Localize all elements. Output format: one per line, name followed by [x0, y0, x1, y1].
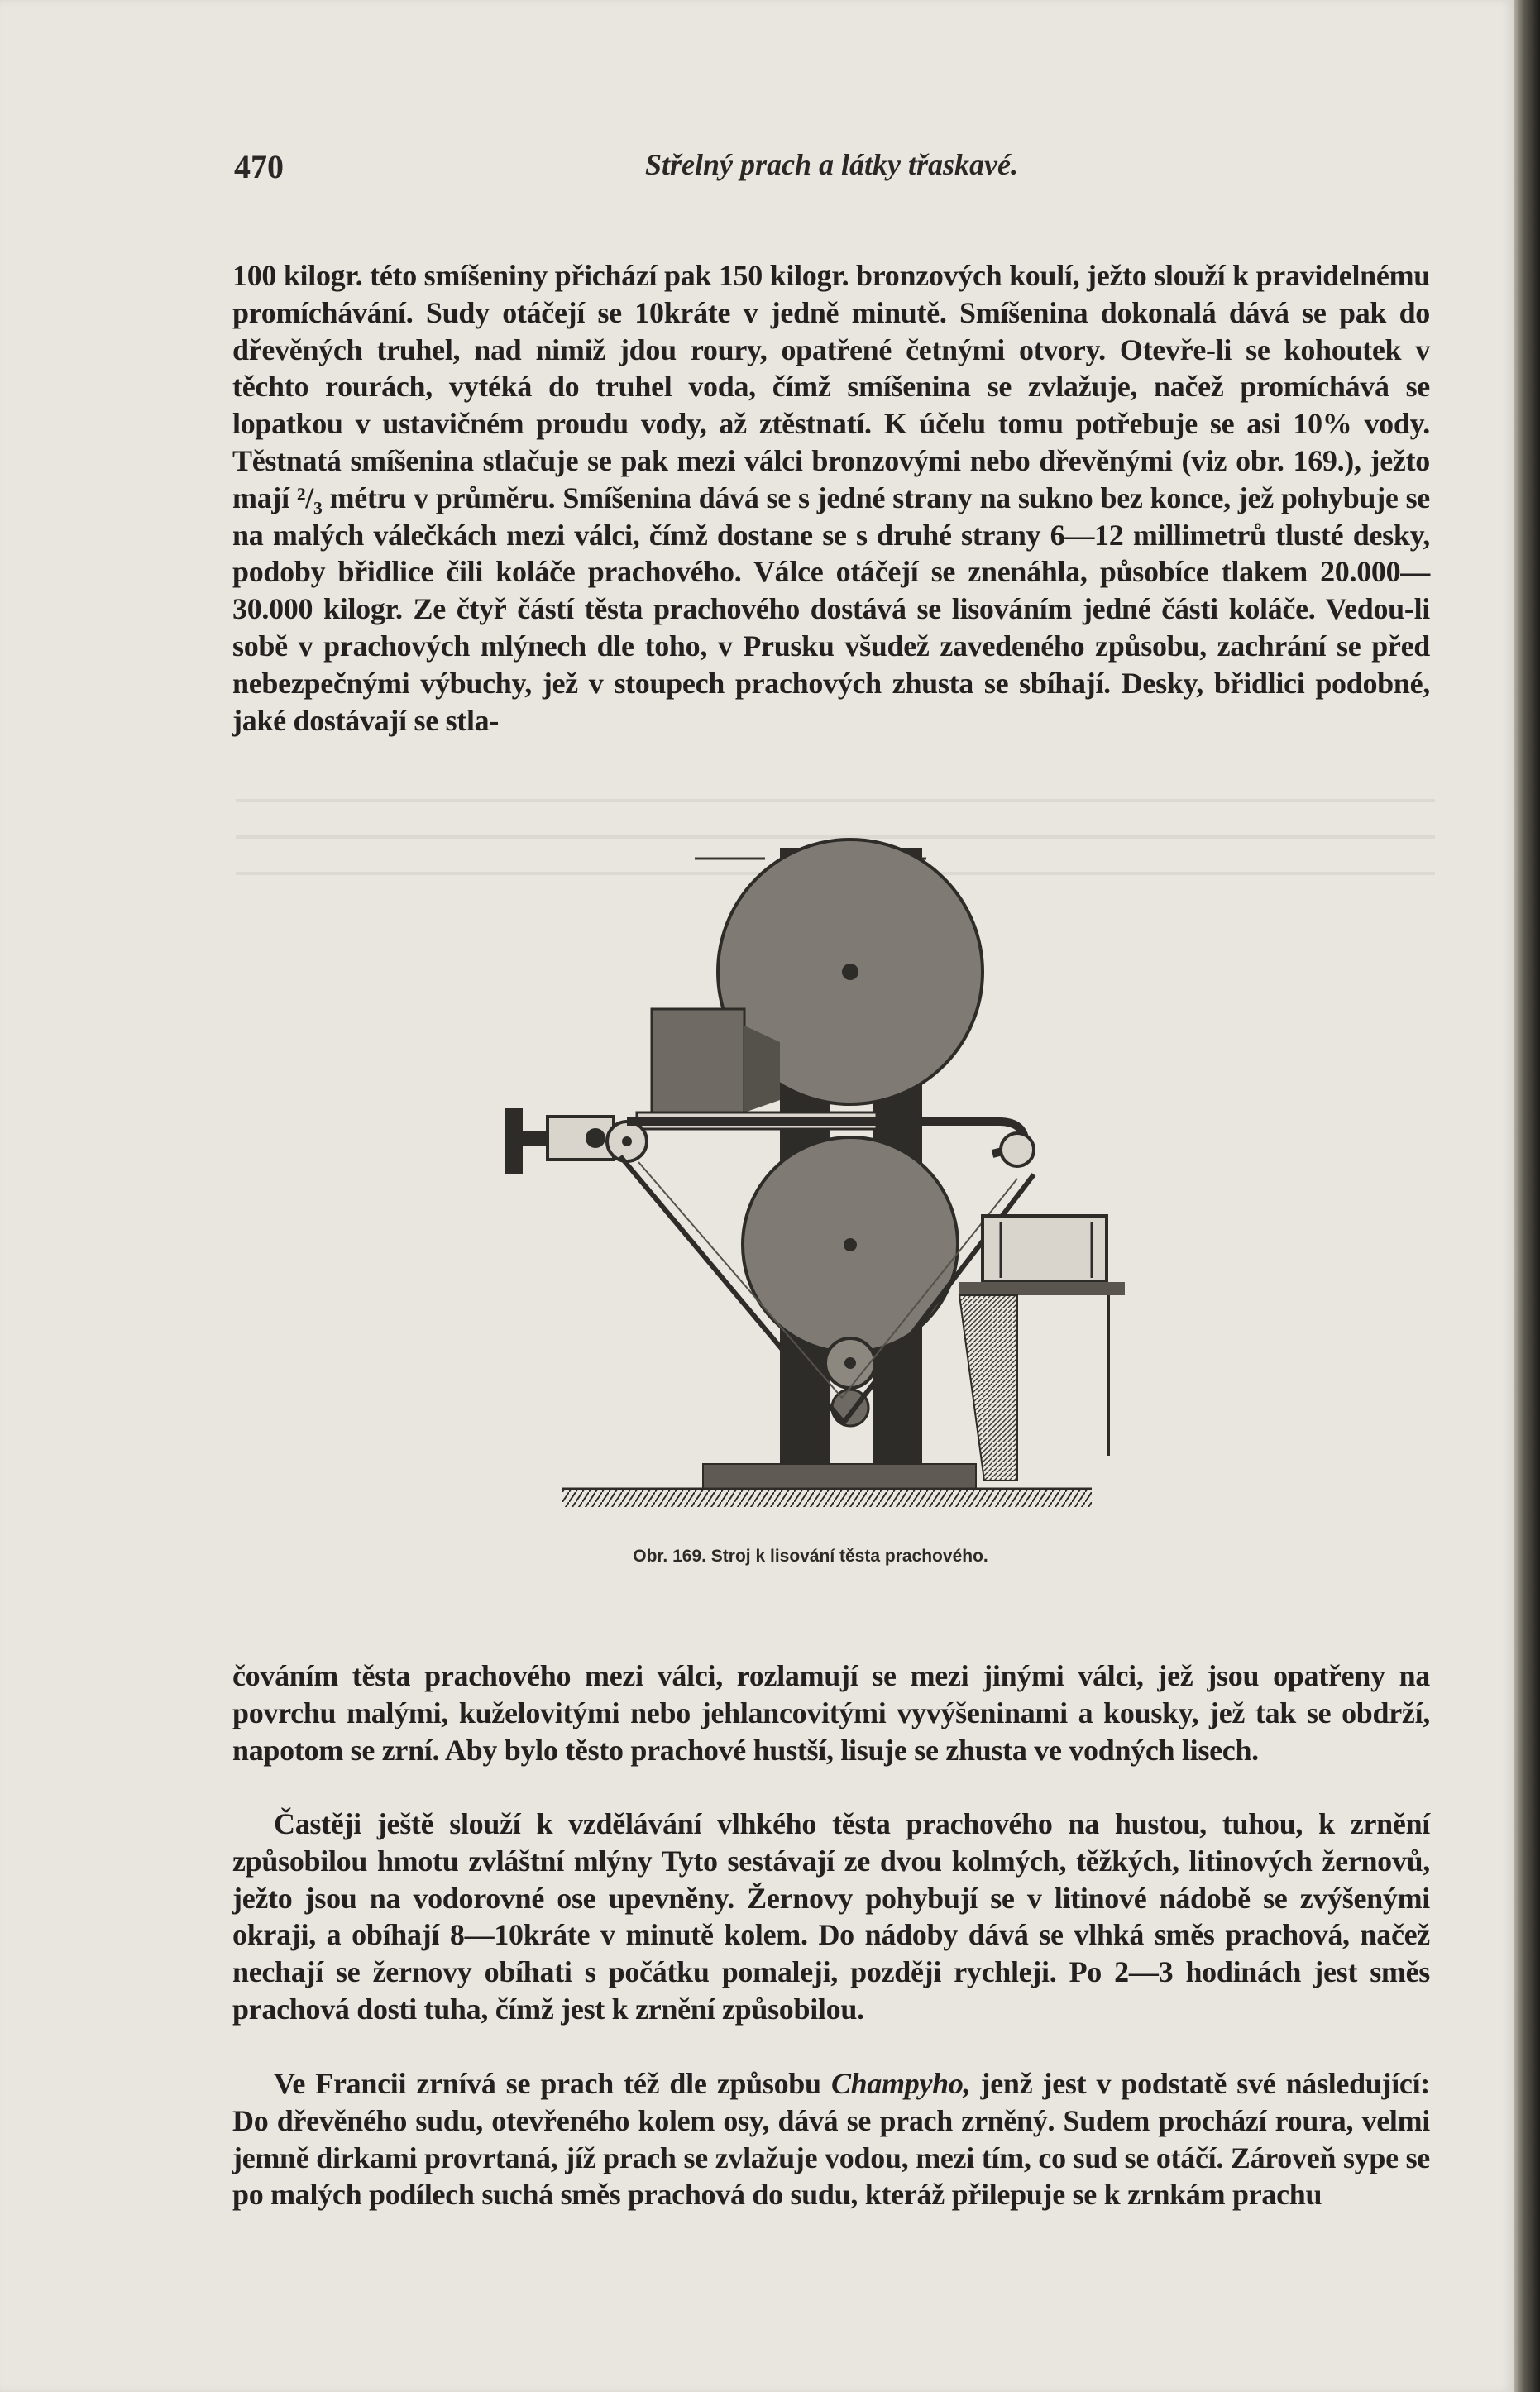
book-spine-edge — [1514, 0, 1540, 2392]
paragraph-3: Častěji ještě slouží k vzdělávání vlhkého těsta prachového na hustou, tuhou, k zrnění způsobilou hmotu zvláštní mlýny Tyto sestávají ze dvou kolmých, těžkých, litinových žernovů, ježto jsou na vodorovné ose upevněny. Žernovy pohybují se v litinové nádobě se zvýšenými okraji, a obíhají 8—10kráte v minutě kolem. Do nádoby dává se vlhká směs prachová, načež nechají se žernovy obíhati s počátku pomaleji, později rychleji. Po 2—3 hodinách jest směs prachová dosti tuha, čímž jest k zrnění způsobilou. — [232, 1807, 1430, 2026]
figure-169-press-machine — [496, 827, 1125, 1522]
paragraph-2: čováním těsta prachového mezi válci, rozlamují se mezi jinými válci, jež jsou opatřeny na povrchu malými, kuželovitými nebo jehlancovitými vyvýšeninami a kousky, jež tak se obdrží, napotom se zrní. Aby bylo těsto prachové hustší, lisuje se zhusta ve vodných lisech. — [232, 1659, 1430, 1767]
figure-caption: Obr. 169. Stroj k lisování těsta prachového. — [633, 1547, 988, 1566]
paragraph-1: 100 kilogr. této smíšeniny přichází pak 150 kilogr. bronzových koulí, ježto slouží k pravidelnému promíchávání. Sudy otáčejí se 10kráte v jedně minutě. Smíšenina dokonalá dává se pak do dřevěných truhel, nad nimiž jdou roury, opatřené četnými otvory. Otevře-li se kohoutek v těchto rourách, vytéká do truhel voda, čímž smíšenina se zvlažuje, načež promíchává se lopatkou v ustavičném proudu vody, až ztěstnatí. K účelu tomu potřebuje se asi 10% vody. Těstnatá smíšenina stlačuje se pak mezi válci bronzovými nebo dřevěnými (viz obr. 169.), ježto mají ²/₃ métru v průměru. Smíšenina dává se s jedné strany na sukno bez konce, jež pohybuje se na malých válečkách mezi válci, čímž dostane se s druhé strany 6—12 millimetrů tlusté desky, podoby břidlice čili koláče prachového. Válce otáčejí se znenáhla, působíce tlakem 20.000—30.000 kilogr. Ze čtyř částí těsta prachového dostává se lisováním jedné části koláče. Vedou-li sobě v prachových mlýnech dle toho, v Prusku všudež zavedeného způsobu, zachrání se před nebezpečnými výbuchy, jež v stoupech prachových zhusta se sbíhají. Desky, břidlici podobné, jaké dostávají se stla- — [232, 259, 1430, 737]
paragraph-4-text-b: jenž jest v podstatě své následující: Do dřevěného sudu, otevřeného kolem osy, dává se prach zrněný. Sudem prochází roura, velmi jemně dirkami provrtaná, jíž prach se zvlažuje vodou, mezi tím, co sud se otáčí. Zároveň sype se po malých podílech suchá směs prachová do sudu, kteráž přilepuje se k zrnkám prachu — [232, 2067, 1430, 2212]
press-machine-illustration — [496, 827, 1125, 1522]
paragraph-4 — [232, 2065, 1430, 2213]
feed-hopper — [652, 1009, 744, 1112]
page-number: 470 — [234, 148, 284, 185]
champy-name: Champyho, — [830, 2067, 971, 2100]
ground-base — [562, 1489, 1092, 1507]
page-header — [234, 147, 1429, 189]
paragraph-4-text-a: Ve Francii zrnívá se prach též dle způsobu — [274, 2067, 831, 2100]
running-title: Střelný prach a látky třaskavé. — [645, 148, 1018, 181]
